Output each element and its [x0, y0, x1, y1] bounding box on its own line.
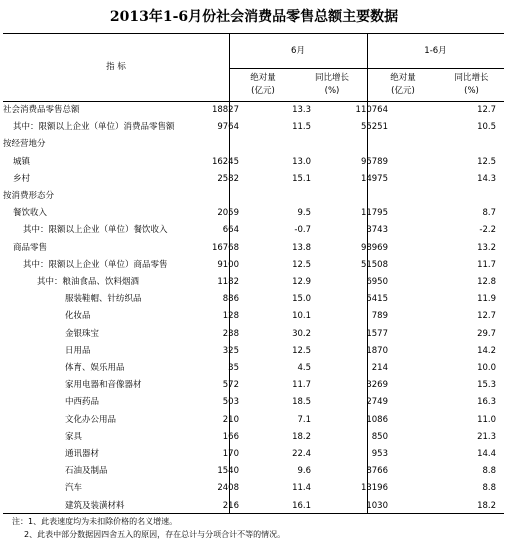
- footnote-1: 注：1、此表速度均为未扣除价格的名义增速。: [12, 517, 178, 526]
- june-yoy-cell: 9.6: [297, 466, 311, 477]
- table-row: [3, 257, 504, 274]
- table-row: [3, 154, 504, 171]
- table-row: [3, 463, 504, 480]
- june-abs-cell: 9100: [217, 259, 239, 270]
- table-row: [3, 119, 504, 136]
- june-abs-header: 绝对量 (亿元): [250, 73, 276, 96]
- june-yoy-cell: 13.3: [292, 105, 311, 115]
- ytd-yoy-cell: 10.0: [477, 363, 496, 373]
- june-yoy-cell: 11.5: [292, 122, 311, 133]
- june-abs-cell: 166: [222, 431, 239, 442]
- row-label: 按消费形态分: [3, 191, 55, 201]
- row-label: 中西药品: [65, 397, 100, 408]
- june-yoy-cell: 11.7: [292, 380, 311, 391]
- june-yoy-cell: 18.5: [292, 397, 311, 408]
- june-yoy-cell: 7.1: [297, 414, 311, 425]
- ytd-abs-cell: 51508: [360, 259, 388, 270]
- june-yoy-cell: 16.1: [292, 500, 311, 511]
- table-row: [3, 360, 504, 377]
- row-label: 化妆品: [65, 311, 91, 322]
- june-yoy-cell: 13.0: [292, 156, 311, 167]
- ytd-yoy-cell: 15.3: [477, 380, 496, 391]
- june-header: 6月: [291, 46, 305, 56]
- june-abs-cell: 35: [228, 363, 239, 373]
- ytd-yoy-header: 同比增长 (%): [454, 73, 489, 96]
- row-label: 家具: [65, 431, 83, 442]
- table-row: [3, 171, 504, 188]
- ytd-yoy-cell: 12.5: [477, 156, 496, 167]
- ytd-yoy-cell: -2.2: [479, 225, 496, 236]
- ytd-abs-cell: 98969: [360, 242, 388, 253]
- table-row: [3, 188, 504, 205]
- june-yoy-cell: 22.4: [292, 449, 311, 459]
- row-label: 汽车: [65, 483, 83, 494]
- ytd-abs-cell: 55251: [360, 122, 388, 133]
- table-row: [3, 136, 504, 153]
- table-row: [3, 480, 504, 497]
- table-row: [3, 498, 504, 515]
- ytd-header: 1-6月: [424, 46, 447, 56]
- ytd-abs-cell: 14975: [360, 173, 388, 184]
- indicator-header: 指 标: [106, 62, 126, 72]
- june-abs-cell: 216: [222, 500, 239, 511]
- ytd-yoy-cell: 14.2: [477, 345, 496, 356]
- table-row: [3, 377, 504, 394]
- june-abs-cell: 238: [222, 328, 239, 339]
- row-label: 金银珠宝: [65, 328, 100, 339]
- ytd-yoy-cell: 14.3: [477, 173, 496, 184]
- june-yoy-cell: 4.5: [297, 363, 311, 373]
- table-row: [3, 291, 504, 308]
- row-label: 乡村: [13, 173, 31, 184]
- row-label: 其中：限额以上企业（单位）商品零售: [23, 259, 168, 270]
- june-abs-cell: 1182: [217, 277, 239, 287]
- row-label: 按经营地分: [3, 139, 46, 150]
- ytd-abs-cell: 1086: [366, 414, 388, 425]
- header-sub-divider: [229, 68, 504, 69]
- table-row: [3, 326, 504, 343]
- june-abs-cell: 325: [222, 345, 239, 356]
- ytd-abs-cell: 850: [371, 431, 388, 442]
- ytd-abs-cell: 11795: [360, 208, 388, 219]
- ytd-abs-header: 绝对量 (亿元): [390, 73, 416, 96]
- ytd-abs-cell: 110764: [355, 105, 388, 115]
- row-label: 其中：限额以上企业（单位）消费品零售额: [13, 122, 175, 133]
- table-row: [3, 343, 504, 360]
- june-abs-cell: 2408: [217, 483, 239, 494]
- row-label: 城镇: [13, 156, 31, 167]
- table-row: [3, 429, 504, 446]
- ytd-yoy-cell: 11.7: [477, 259, 496, 270]
- ytd-abs-cell: 1870: [366, 345, 388, 356]
- june-abs-cell: 16245: [211, 156, 239, 167]
- ytd-yoy-cell: 10.5: [477, 122, 496, 133]
- ytd-abs-cell: 95789: [360, 156, 388, 167]
- row-label: 通讯器材: [65, 449, 100, 459]
- table-row: [3, 102, 504, 119]
- ytd-yoy-cell: 8.8: [482, 466, 496, 477]
- row-label: 日用品: [65, 345, 91, 356]
- june-yoy-cell: 18.2: [292, 431, 311, 442]
- june-abs-cell: 2582: [217, 173, 239, 184]
- ytd-abs-cell: 2749: [366, 397, 388, 408]
- june-yoy-cell: 12.5: [292, 345, 311, 356]
- ytd-yoy-cell: 11.0: [477, 414, 496, 425]
- ytd-yoy-cell: 12.7: [477, 311, 496, 322]
- june-abs-cell: 18827: [211, 105, 239, 115]
- ytd-yoy-cell: 16.3: [477, 397, 496, 408]
- row-label: 建筑及装潢材料: [65, 500, 125, 511]
- june-yoy-cell: 15.0: [292, 294, 311, 305]
- june-abs-cell: 9764: [217, 122, 239, 133]
- ytd-yoy-cell: 8.8: [482, 483, 496, 494]
- june-abs-cell: 16768: [211, 242, 239, 253]
- ytd-yoy-cell: 13.2: [477, 242, 496, 253]
- ytd-abs-cell: 6950: [366, 277, 388, 287]
- june-abs-cell: 1540: [217, 466, 239, 477]
- ytd-yoy-cell: 11.9: [477, 294, 496, 305]
- table-row: [3, 222, 504, 239]
- june-yoy-cell: 9.5: [297, 208, 311, 219]
- june-abs-cell: 210: [222, 414, 239, 425]
- footnote-2: 2、此表中部分数据因四舍五入的原因，存在总计与分项合计不等的情况。: [24, 530, 286, 539]
- june-yoy-cell: 12.5: [292, 259, 311, 270]
- ytd-abs-cell: 13196: [360, 483, 388, 494]
- table-row: [3, 394, 504, 411]
- row-label: 其中：限额以上企业（单位）餐饮收入: [23, 225, 168, 236]
- june-yoy-cell: 13.8: [292, 242, 311, 253]
- row-label: 商品零售: [13, 242, 48, 253]
- june-abs-cell: 128: [222, 311, 239, 322]
- june-yoy-cell: 30.2: [292, 328, 311, 339]
- ytd-abs-cell: 953: [371, 449, 388, 459]
- table-row: [3, 205, 504, 222]
- ytd-yoy-cell: 14.4: [477, 449, 496, 459]
- ytd-abs-cell: 214: [371, 363, 388, 373]
- row-label: 体育、娱乐用品: [65, 363, 125, 373]
- june-yoy-cell: 10.1: [292, 311, 311, 322]
- ytd-abs-cell: 5415: [366, 294, 388, 305]
- ytd-abs-cell: 1030: [366, 500, 388, 511]
- ytd-yoy-cell: 21.3: [477, 431, 496, 442]
- ytd-abs-cell: 3743: [366, 225, 388, 236]
- row-label: 社会消费品零售总额: [3, 105, 80, 115]
- ytd-yoy-cell: 18.2: [477, 500, 496, 511]
- row-label: 石油及制品: [65, 466, 108, 477]
- page-title: 2013年1-6月份社会消费品零售总额主要数据: [109, 9, 399, 25]
- row-label: 其中：粮油食品、饮料烟酒: [37, 277, 140, 287]
- table-row: [3, 412, 504, 429]
- ytd-abs-cell: 789: [371, 311, 388, 322]
- ytd-yoy-cell: 12.8: [477, 277, 496, 287]
- june-abs-cell: 886: [222, 294, 239, 305]
- footnotes: [12, 515, 285, 541]
- june-abs-cell: 503: [222, 397, 239, 408]
- ytd-abs-cell: 1577: [366, 328, 388, 339]
- ytd-yoy-cell: 29.7: [477, 328, 496, 339]
- june-yoy-cell: 12.9: [292, 277, 311, 287]
- june-yoy-header: 同比增长 (%): [314, 73, 349, 96]
- row-label: 家用电器和音像器材: [65, 380, 142, 391]
- june-yoy-cell: 15.1: [292, 173, 311, 184]
- june-abs-cell: 664: [222, 225, 239, 236]
- row-label: 餐饮收入: [13, 208, 48, 219]
- row-label: 服装鞋帽、针纺织品: [65, 294, 142, 305]
- data-table: [3, 33, 504, 514]
- ytd-abs-cell: 8766: [366, 466, 388, 477]
- june-abs-cell: 572: [222, 380, 239, 391]
- june-yoy-cell: -0.7: [294, 225, 311, 236]
- june-abs-cell: 2059: [217, 208, 239, 219]
- june-abs-cell: 170: [222, 449, 239, 459]
- table-row: [3, 308, 504, 325]
- june-yoy-cell: 11.4: [292, 483, 311, 494]
- ytd-abs-cell: 3269: [366, 380, 388, 391]
- table-row: [3, 240, 504, 257]
- ytd-yoy-cell: 12.7: [477, 105, 496, 115]
- ytd-yoy-cell: 8.7: [482, 208, 496, 219]
- row-label: 文化办公用品: [65, 414, 117, 425]
- table-row: [3, 446, 504, 463]
- table-row: [3, 274, 504, 291]
